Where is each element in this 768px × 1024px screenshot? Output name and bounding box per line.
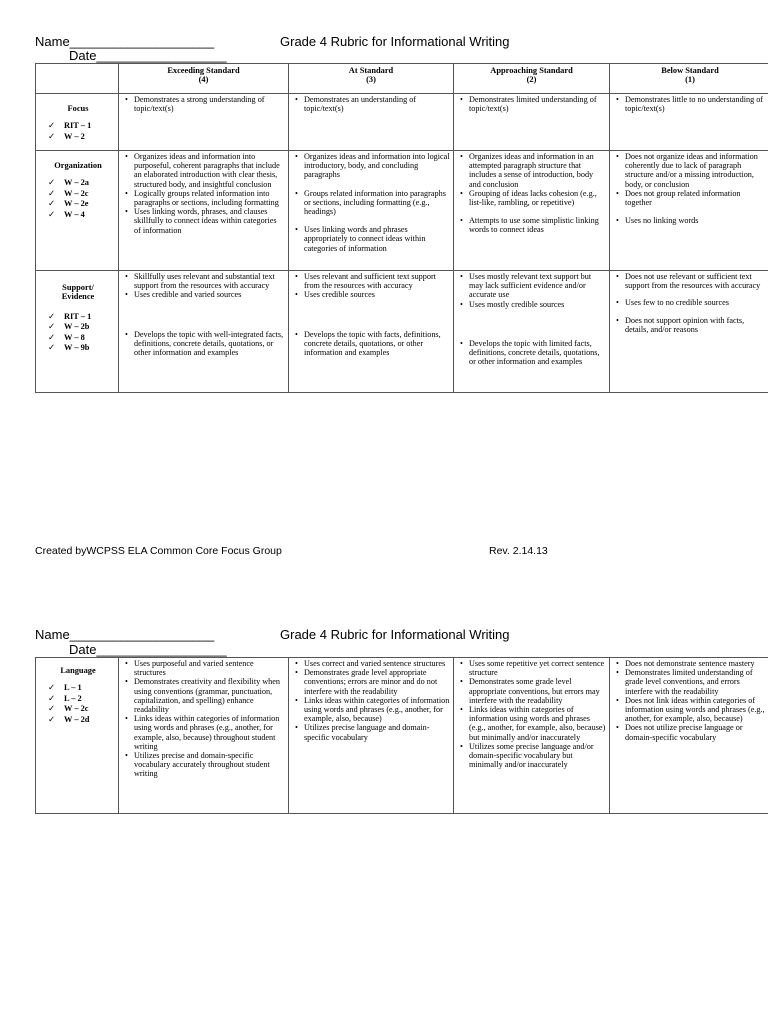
row-title: Focus (67, 104, 89, 113)
checkmark-icon: ✓ (48, 343, 56, 353)
table-header-row (36, 64, 768, 94)
name-line: Name____________________ (35, 627, 215, 642)
standard-item: ✓ RIT – 1 (48, 311, 92, 321)
checkmark-icon: ✓ (48, 714, 56, 724)
row-header-language (36, 658, 119, 814)
checkmark-icon: ✓ (48, 683, 56, 693)
table-row (36, 271, 768, 393)
cell: • Skillfully uses relevant and substantial text support from the resources with accuracy • Uses credible and varied sources • Develops the topic with well-integrated facts, definitions, concrete details, quotations, or other information and examples (119, 271, 289, 393)
footer-revision: Rev. 2.14.13 (489, 545, 548, 557)
name-line: Name____________________ (35, 34, 215, 49)
cell: • Organizes ideas and information into logical introductory, body, and concluding paragraphs • Groups related information into paragraphs or sections, including formatting (e.g., headings) • Uses linking words and phrases appropriately to connect ideas within categories of information (289, 151, 454, 271)
cell: • Demonstrates limited understanding of topic/text(s) (454, 94, 610, 151)
standard-item: ✓ W – 2a (48, 178, 89, 188)
table-row (36, 151, 768, 271)
table-row (36, 658, 768, 814)
standard-item: ✓ W – 2 (48, 131, 85, 141)
checkmark-icon: ✓ (48, 704, 56, 714)
standard-item: ✓ RIT – 1 (48, 121, 92, 131)
rubric-table-page1 (35, 63, 768, 393)
standard-item: ✓ W – 2d (48, 714, 90, 724)
standard-item: ✓ L – 1 (48, 683, 82, 693)
page-title: Grade 4 Rubric for Informational Writing (280, 34, 510, 49)
header-blank (36, 64, 119, 94)
checkmark-icon: ✓ (48, 121, 56, 131)
row-title: Language (60, 666, 96, 675)
standard-item: ✓ W – 2b (48, 322, 90, 332)
cell: • Demonstrates a strong understanding of topic/text(s) (119, 94, 289, 151)
cell: • Uses mostly relevant text support but may lack sufficient evidence and/or accurate use • Uses mostly credible sources • Develops the topic with limited facts, definitions, concrete details, quotations, or other information and examples (454, 271, 610, 393)
standard-item: ✓ W – 2c (48, 188, 89, 198)
row-header-support-evidence (36, 271, 119, 393)
row-header-focus (36, 94, 119, 151)
checkmark-icon: ✓ (48, 188, 56, 198)
date-line: Date__________________ (69, 48, 227, 63)
checkmark-icon: ✓ (48, 332, 56, 342)
standard-item: ✓ W – 8 (48, 332, 85, 342)
cell: • Uses relevant and sufficient text support from the resources with accuracy • Uses credible sources • Develops the topic with facts, definitions, concrete details, quotations, or other information and examples (289, 271, 454, 393)
footer-created-by: Created byWCPSS ELA Common Core Focus Group (35, 545, 282, 557)
header-below: Below Standard (1) (610, 64, 768, 94)
header-exceeding: Exceeding Standard (4) (119, 64, 289, 94)
checkmark-icon: ✓ (48, 199, 56, 209)
checkmark-icon: ✓ (48, 209, 56, 219)
cell: • Does not demonstrate sentence mastery • Demonstrates limited understanding of grade level conventions, and errors interfere with the readability • Does not link ideas within categories of information using words and phrases (e.g., another, for example, also, because) • Does not utilize precise language or domain-specific vocabulary (610, 658, 768, 814)
cell: • Demonstrates an understanding of topic/text(s) (289, 94, 454, 151)
standard-item: ✓ W – 4 (48, 209, 85, 219)
cell: • Demonstrates little to no understanding of topic/text(s) (610, 94, 768, 151)
standard-item: ✓ W – 2c (48, 704, 89, 714)
checkmark-icon: ✓ (48, 322, 56, 332)
cell: • Does not use relevant or sufficient text support from the resources with accuracy • Uses few to no credible sources • Does not support opinion with facts, details, and/or reasons (610, 271, 768, 393)
cell: • Organizes ideas and information in an attempted paragraph structure that includes a sense of introduction, body and conclusion • Grouping of ideas lacks cohesion (e.g., list-like, rambling, or repetitive) • Attempts to use some simplistic linking words to connect ideas (454, 151, 610, 271)
checkmark-icon: ✓ (48, 311, 56, 321)
cell: • Does not organize ideas and information coherently due to lack of paragraph structure and/or a missing introduction, body, or conclusion • Does not group related information together • Uses no linking words (610, 151, 768, 271)
page-title: Grade 4 Rubric for Informational Writing (280, 627, 510, 642)
cell: • Organizes ideas and information into purposeful, coherent paragraphs that include an elaborated introduction with clear thesis, structured body, and insightful conclusion • Logically groups related information into paragraphs or sections, including formatting • Uses linking words, phrases, and clauses skillfully to connect ideas within categories of information (119, 151, 289, 271)
standard-item: ✓ L – 2 (48, 693, 82, 703)
header-at-standard: At Standard (3) (289, 64, 454, 94)
date-line: Date__________________ (69, 642, 227, 657)
row-title: Support/ Evidence (61, 283, 95, 302)
rubric-table-page2 (35, 657, 768, 814)
standard-item: ✓ W – 2e (48, 199, 89, 209)
cell: • Uses purposeful and varied sentence structures • Demonstrates creativity and flexibility when using conventions (grammar, punctuation, capitalization, and spelling) enhance readability • Links ideas within categories of information using words and phrases (e.g., another, for example, also, because) throughout student writing • Utilizes precise and domain-specific vocabulary accurately throughout student writing (119, 658, 289, 814)
checkmark-icon: ✓ (48, 178, 56, 188)
standard-item: ✓ W – 9b (48, 343, 90, 353)
row-title: Organization (54, 161, 102, 170)
row-header-organization (36, 151, 119, 271)
checkmark-icon: ✓ (48, 131, 56, 141)
table-row (36, 94, 768, 151)
header-approaching: Approaching Standard (2) (454, 64, 610, 94)
cell: • Uses correct and varied sentence structures • Demonstrates grade level appropriate conventions; errors are minor and do not interfere with the readability • Links ideas within categories of information using words and phrases (e.g., another, for example, also, because) • Utilizes precise language and domain-specific vocabulary (289, 658, 454, 814)
cell: • Uses some repetitive yet correct sentence structure • Demonstrates some grade level appropriate conventions, but errors may interfere with the readability • Links ideas within categories of information using words and phrases (e.g., another, for example, also, because) but minimally and/or inaccurately • Utilizes some precise language and/or domain-specific vocabulary but minimally and/or inaccurately (454, 658, 610, 814)
checkmark-icon: ✓ (48, 693, 56, 703)
